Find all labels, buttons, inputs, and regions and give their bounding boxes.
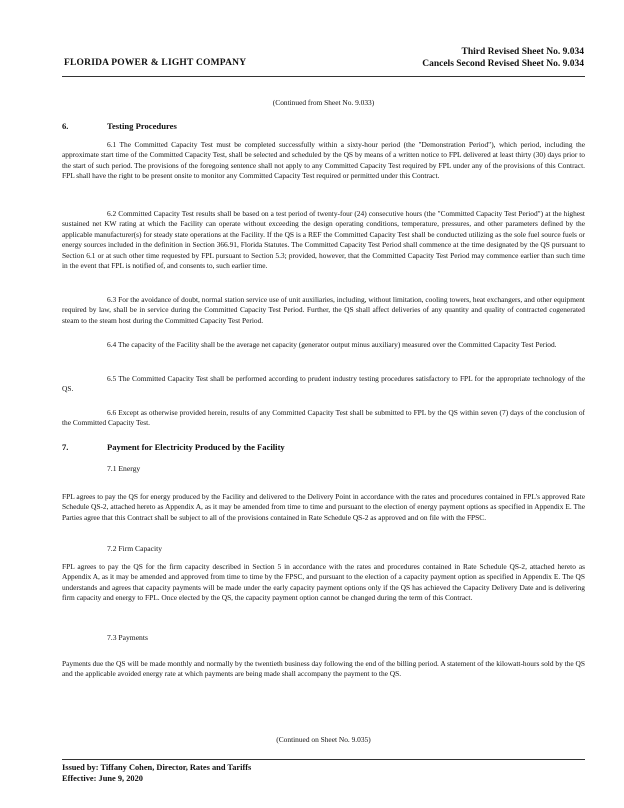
subsection-7-1-title: 7.1 Energy [107, 464, 141, 473]
sheet-number-block [422, 46, 584, 70]
company-name: FLORIDA POWER & LIGHT COMPANY [64, 58, 247, 68]
paragraph-6-3: 6.3 For the avoidance of doubt, normal station service use of unit auxiliaries, including, without limitation, cooling towers, heat exchangers, and other equipment required by law, shall be in service during the Committed Capacity Test Period. Further, the QS shall affect deliveries of any quantity and quality of contracted cogenerated steam to the steam host during the Committed Capacity Test Period. [62, 295, 585, 325]
paragraph-6-4: 6.4 The capacity of the Facility shall be the average net capacity (generator output minus auxiliary) measured over the Committed Capacity Test Period. [107, 340, 557, 349]
paragraph-6-2: 6.2 Committed Capacity Test results shall be based on a test period of twenty-four (24) consecutive hours (the "Committed Capacity Test Period") at the highest sustained net KW rating at which the Facility can operate without exceeding the design operating conditions, temperature, pressures, and other parameters defined by the applicable manufacturer(s) for steady state operations at the Facility. If the QS is a REF the Committed Capacity Test shall be conducted utilizing as the sole fuel source fuels or energy sources included in the definition in Section 366.91, Florida Statutes. The Committed Capacity Test Period shall commence at the time designated by the QS pursuant to Section 6.1 or at such other time requested by FPL pursuant to Section 5.3; provided, however, that the Committed Capacity Test Period may commence earlier than such time in the event that FPL is notified of, and consents to, such earlier time. [62, 209, 585, 271]
subsection-7-3-text: Payments due the QS will be made monthly and normally by the twentieth business day following the end of the billing period. A statement of the kilowatt-hours sold by the QS and the applicable avoided energy rate at which payments are being made shall accompany the payment to the QS. [62, 659, 585, 679]
paragraph-6-6: 6.6 Except as otherwise provided herein, results of any Committed Capacity Test shall be submitted to FPL by the QS within seven (7) days of the conclusion of the Committed Capacity Test. [62, 408, 585, 428]
subsection-7-3-title: 7.3 Payments [107, 633, 148, 642]
section-title: Testing Procedures [107, 121, 177, 131]
continued-from: (Continued from Sheet No. 9.033) [272, 98, 375, 107]
subsection-7-2-title: 7.2 Firm Capacity [107, 544, 163, 553]
paragraph-6-1: 6.1 The Committed Capacity Test must be completed successfully within a sixty-hour period (the "Demonstration Period"), which period, including the approximate start time of the Committed Capacity Test, shall be selected and scheduled by the QS by means of a written notice to FPL delivered at least thirty (30) days prior to the start of such period. The provisions of the foregoing sentence shall not apply to any Committed Capacity Test required by FPL under any of the provisions of this Contract. FPL shall have the right to be present onsite to monitor any Committed Capacity Test required or permitted under this Contract. [62, 140, 585, 181]
section-title: Payment for Electricity Produced by the Facility [107, 442, 285, 452]
subsection-7-2-text: FPL agrees to pay the QS for the firm capacity described in Section 5 in accordance with the rates and procedures contained in Rate Schedule QS-2, attached hereto as Appendix A, as it may be amended and approved from time to time by the FPSC, and pursuant to the election of a capacity payment option as specified in Appendix E. The QS understands and agrees that capacity payments will be made under the early capacity payment options only if the QS has achieved the Capacity Delivery Date and is delivering firm capacity and energy to FPL. Once elected by the QS, the capacity payment option cannot be changed during the term of this Contract. [62, 562, 585, 603]
document-body [62, 76, 585, 760]
subsection-7-1-text: FPL agrees to pay the QS for energy produced by the Facility and delivered to the Delivery Point in accordance with the rates and procedures contained in FPL's approved Rate Schedule QS-2, attached hereto as Appendix A, as it may be amended from time to time and pursuant to the election of energy payment options as specified in Appendix E. The Parties agree that this Contract shall be subject to all of the provisions contained in Rate Schedule QS-2 as approved and on file with the FPSC. [62, 492, 585, 522]
effective-date: Effective: June 9, 2020 [62, 774, 143, 783]
paragraph-6-5: 6.5 The Committed Capacity Test shall be performed according to prudent industry testing procedures satisfactory to FPL for the appropriate technology of the QS. [62, 374, 585, 394]
issued-by: Issued by: Tiffany Cohen, Director, Rates and Tariffs [62, 763, 252, 772]
continued-on: (Continued on Sheet No. 9.035) [276, 735, 371, 744]
sheet-current: Third Revised Sheet No. 9.034 [461, 47, 584, 57]
issuance-block [62, 762, 251, 784]
sheet-cancels: Cancels Second Revised Sheet No. 9.034 [422, 59, 584, 69]
section-number: 7. [62, 442, 69, 452]
section-number: 6. [62, 121, 69, 131]
